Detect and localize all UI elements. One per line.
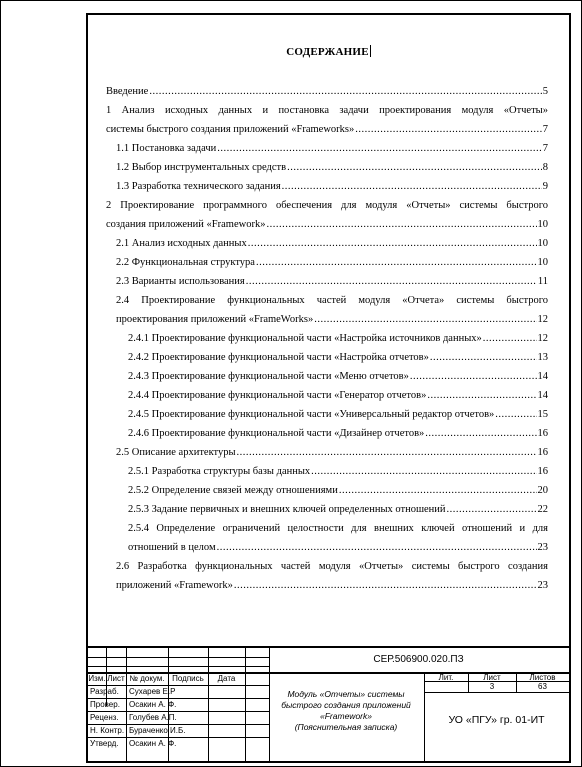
toc-line (116, 177, 548, 196)
toc-page-number: 10 (537, 219, 548, 230)
dot-leader (314, 310, 536, 329)
toc-line (128, 462, 548, 481)
toc-line (106, 215, 548, 234)
stamp-role: Провер. (90, 700, 120, 709)
toc-line (116, 310, 548, 329)
toc-page-number: 20 (537, 485, 548, 496)
toc-line (106, 196, 548, 215)
toc-entry (106, 82, 548, 101)
dot-leader (339, 481, 537, 500)
toc-line (128, 500, 548, 519)
toc-page-number: 5 (542, 86, 548, 97)
toc-entry (106, 196, 548, 234)
toc-line (116, 443, 548, 462)
dot-leader (217, 538, 537, 557)
toc-entry (106, 519, 548, 557)
toc-entry-text: отношений в целом (128, 542, 216, 553)
toc-line (128, 367, 548, 386)
document-name-line: быстрого создания приложений (281, 700, 411, 710)
dot-leader (287, 158, 542, 177)
toc-line (128, 519, 548, 538)
toc-entry-text: 1.3 Разработка технического задания (116, 181, 281, 192)
toc-line (128, 329, 548, 348)
toc-entry-text: создания приложений «Framework» (106, 219, 266, 230)
dot-leader (237, 443, 537, 462)
toc-line (116, 139, 548, 158)
toc-entry (106, 481, 548, 500)
toc-entry-text: 2.4.6 Проектирование функциональной части «Дизайнер отчетов» (128, 428, 425, 439)
toc-page-number: 14 (537, 371, 548, 382)
toc-entry (106, 405, 548, 424)
toc-entry (106, 462, 548, 481)
toc-page-number: 23 (537, 542, 548, 553)
dot-leader (256, 253, 537, 272)
toc-entry-text: 2.4.4 Проектирование функциональной части «Генератор отчетов» (128, 390, 427, 401)
toc-entry-text: 2.4.1 Проектирование функциональной части «Настройка источников данных» (128, 333, 482, 344)
toc-line (128, 424, 548, 443)
toc-line (128, 348, 548, 367)
toc-page-number: 10 (537, 257, 548, 268)
toc-page-number: 16 (537, 466, 548, 477)
header-sign: Подпись (172, 674, 204, 683)
dot-leader (266, 215, 536, 234)
toc-line (116, 272, 548, 291)
stamp-role: Разраб. (90, 687, 119, 696)
document-frame (86, 13, 571, 763)
dot-leader (410, 367, 537, 386)
toc-entry-text: 1.1 Постановка задачи (116, 143, 217, 154)
stamp-person-name: Бураченко И.Б. (129, 726, 186, 735)
lists-value: 63 (538, 682, 547, 691)
toc-line (106, 82, 548, 101)
toc-entry (106, 272, 548, 291)
toc-entry-text: Введение (106, 86, 149, 97)
toc-entry-text: 2.3 Варианты использования (116, 276, 245, 287)
document-name-line: (Пояснительная записка) (294, 722, 398, 732)
toc-entry-text: системы быстрого создания приложений «Frameworks» (106, 124, 355, 135)
toc-page-number: 14 (537, 390, 548, 401)
dot-leader (495, 405, 536, 424)
toc-entry-text: 2.2 Функциональная структура (116, 257, 255, 268)
dot-leader (217, 139, 542, 158)
toc-page-number: 10 (537, 238, 548, 249)
list-label: Лист (483, 673, 501, 682)
toc-entry (106, 443, 548, 462)
toc-page-number: 15 (537, 409, 548, 420)
toc-page-number: 22 (537, 504, 548, 515)
toc-page-number: 11 (537, 276, 548, 287)
toc-line (128, 481, 548, 500)
toc-entry (106, 291, 548, 329)
toc-entry (106, 557, 548, 595)
toc-entry-text: 2 Проектирование программного обеспечения для модуля «Отчеты» системы быстрого (106, 200, 548, 211)
toc-entry-text: 2.5.3 Задание первичных и внешних ключей определенных отношений (128, 504, 446, 515)
toc-entry (106, 367, 548, 386)
toc-entry (106, 500, 548, 519)
toc-entry (106, 386, 548, 405)
header-doc-num: № докум. (129, 674, 165, 683)
dot-leader (248, 234, 537, 253)
toc-page-number: 7 (542, 124, 548, 135)
toc-line (116, 234, 548, 253)
toc-entry (106, 348, 548, 367)
toc-entry (106, 424, 548, 443)
document-name (270, 689, 422, 733)
toc-page-number: 13 (537, 352, 548, 363)
stamp-person-name: Осакин А. Ф. (129, 700, 177, 709)
document-name-line: Модуль «Отчеты» системы (287, 689, 405, 699)
toc-line (116, 557, 548, 576)
dot-leader (355, 120, 542, 139)
dot-leader (430, 348, 537, 367)
dot-leader (427, 386, 536, 405)
toc-line (116, 253, 548, 272)
toc-line (116, 158, 548, 177)
toc-entry-text: 1 Анализ исходных данных и постановка задачи проектирования модуля «Отчеты» (106, 105, 548, 116)
stamp-person-name: Осакин А. Ф. (129, 739, 177, 748)
toc-entry-text: проектирования приложений «FrameWorks» (116, 314, 314, 325)
dot-leader (282, 177, 542, 196)
dot-leader (246, 272, 537, 291)
header-list: Лист (107, 674, 125, 683)
toc-entry (106, 329, 548, 348)
toc-line (106, 120, 548, 139)
toc-page-number: 23 (537, 580, 548, 591)
stamp-person-name: Голубев А.П. (129, 713, 177, 722)
dot-leader (425, 424, 536, 443)
toc-line (128, 386, 548, 405)
toc-page-number: 7 (542, 143, 548, 154)
document-code: СЕР.506900.020.ПЗ (373, 654, 464, 665)
title-text: СОДЕРЖАНИЕ (286, 46, 369, 58)
dot-leader (311, 462, 536, 481)
header-date: Дата (217, 674, 236, 683)
toc-entry (106, 158, 548, 177)
toc-entry-text: 2.5.1 Разработка структуры базы данных (128, 466, 311, 477)
toc-entry-text: 1.2 Выбор инструментальных средств (116, 162, 287, 173)
toc-page-number: 8 (542, 162, 548, 173)
lit-label: Лит. (438, 673, 454, 682)
table-of-contents (106, 82, 548, 595)
toc-entry (106, 139, 548, 158)
toc-page-number: 16 (537, 428, 548, 439)
toc-line (116, 576, 548, 595)
toc-entry (106, 253, 548, 272)
toc-entry-text: 2.4.5 Проектирование функциональной части «Универсальный редактор отчетов» (128, 409, 495, 420)
document-name-line: «Framework» (320, 711, 372, 721)
toc-line (128, 405, 548, 424)
organization: УО «ПГУ» гр. 01-ИТ (448, 714, 545, 726)
toc-page-number: 12 (537, 314, 548, 325)
stamp-role: Реценз. (90, 713, 119, 722)
toc-page-number: 12 (537, 333, 548, 344)
toc-line (116, 291, 548, 310)
toc-entry-text: 2.4.2 Проектирование функциональной части «Настройка отчетов» (128, 352, 429, 363)
text-cursor (370, 45, 371, 57)
toc-entry (106, 177, 548, 196)
toc-page-number: 16 (537, 447, 548, 458)
dot-leader (483, 329, 537, 348)
toc-entry-text: 2.1 Анализ исходных данных (116, 238, 247, 249)
toc-page-number: 9 (542, 181, 548, 192)
document-title (88, 45, 569, 58)
title-block-stamp (88, 646, 569, 761)
dot-leader (149, 82, 541, 101)
toc-line (128, 538, 548, 557)
toc-entry-text: 2.4 Проектирование функциональных частей модуля «Отчета» системы быстрого (116, 295, 548, 306)
toc-entry-text: 2.6 Разработка функциональных частей модуля «Отчеты» системы быстрого создания (116, 561, 548, 572)
toc-entry-text: приложений «Framework» (116, 580, 233, 591)
toc-entry-text: 2.5 Описание архитектуры (116, 447, 236, 458)
toc-line (106, 101, 548, 120)
toc-entry (106, 101, 548, 139)
toc-entry-text: 2.5.2 Определение связей между отношениями (128, 485, 338, 496)
toc-entry (106, 234, 548, 253)
toc-entry-text: 2.4.3 Проектирование функциональной части «Меню отчетов» (128, 371, 409, 382)
dot-leader (447, 500, 537, 519)
stamp-person-name: Сухарев Е.Р (129, 687, 176, 696)
stamp-role: Утверд. (90, 739, 119, 748)
list-value: 3 (489, 682, 495, 691)
toc-entry-text: 2.5.4 Определение ограничений целостности для внешних ключей отношений и для (128, 523, 548, 534)
stamp-role: Н. Контр. (90, 726, 125, 735)
dot-leader (234, 576, 537, 595)
lists-label: Листов (529, 673, 556, 682)
header-izm: Изм. (88, 674, 106, 683)
